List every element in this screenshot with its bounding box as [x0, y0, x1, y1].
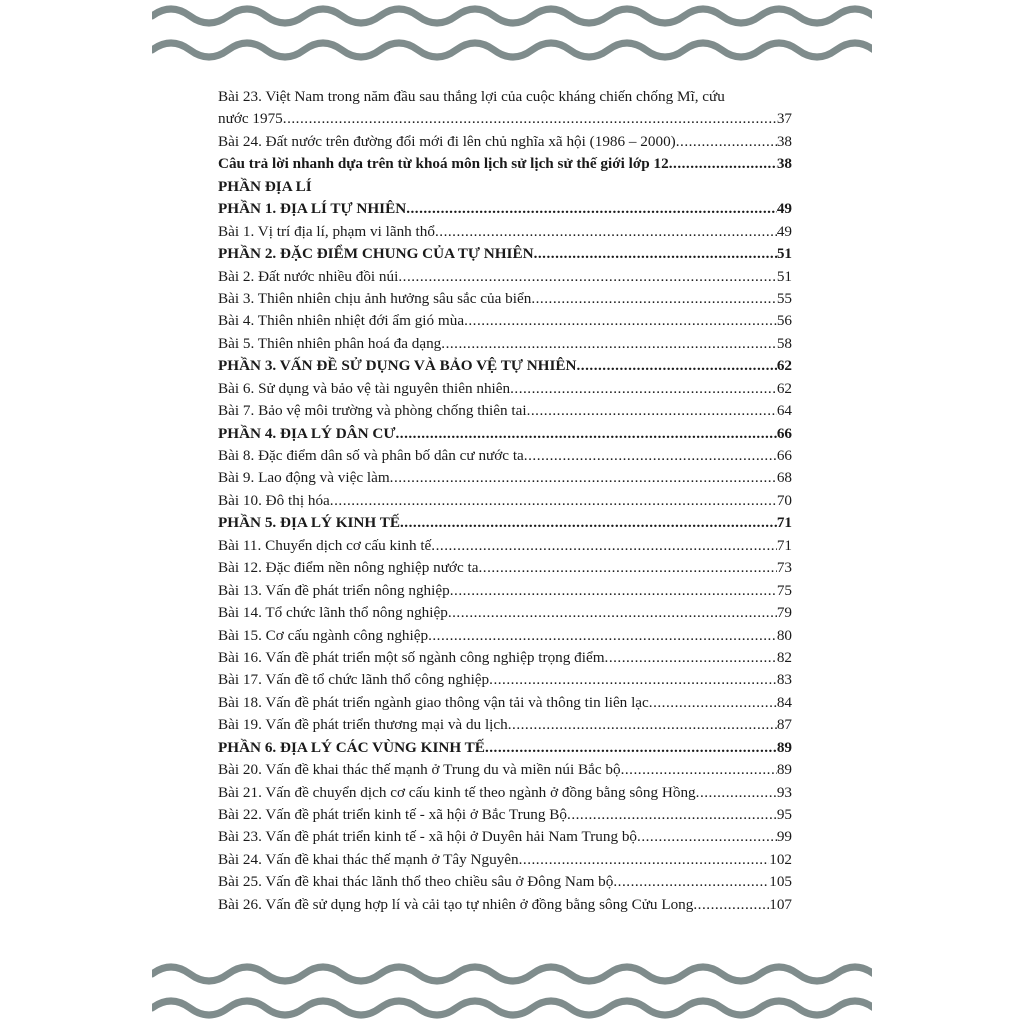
toc-entry[interactable] [218, 849, 792, 871]
toc-entry[interactable] [218, 871, 792, 893]
toc-entry[interactable] [218, 153, 792, 175]
toc-entry[interactable] [218, 467, 792, 489]
toc-entry[interactable] [218, 243, 792, 265]
toc-page-number: 71 [776, 514, 792, 532]
dot-leader [508, 714, 777, 736]
dot-leader [621, 759, 777, 781]
toc-entry-title: PHẦN 2. ĐẶC ĐIỂM CHUNG CỦA TỰ NHIÊN [218, 245, 534, 263]
toc-entry[interactable] [218, 333, 792, 355]
toc-entry[interactable] [218, 692, 792, 714]
toc-entry-title: Bài 22. Vấn đề phát triển kinh tế - xã hội ở Bắc Trung Bộ [218, 806, 568, 823]
toc-entry-title: Bài 14. Tổ chức lãnh thổ nông nghiệp [218, 604, 448, 622]
toc-entry-title: Bài 26. Vấn đề sử dụng hợp lí và cải tạo tự nhiên ở đồng bằng sông Cửu Long [218, 895, 694, 913]
dot-leader [478, 557, 776, 579]
toc-entry-first-line2[interactable] [218, 108, 792, 130]
table-of-contents [218, 86, 792, 916]
toc-page-number: 38 [776, 155, 792, 173]
toc-page-number: 89 [776, 738, 792, 756]
toc-entry[interactable] [218, 400, 792, 422]
toc-entry-title: Bài 23. Việt Nam trong năm đầu sau thắng lợi của cuộc kháng chiến chống Mĩ, cứu [218, 88, 725, 105]
toc-entry-title: Bài 2. Đất nước nhiều đồi núi [218, 267, 399, 285]
toc-entry-title: PHẦN 4. ĐỊA LÝ DÂN CƯ [218, 424, 396, 442]
toc-entry-title: Câu trả lời nhanh dựa trên từ khoá môn lịch sử lịch sử thế giới lớp 12 [218, 155, 669, 173]
dot-leader [577, 355, 777, 377]
toc-entry[interactable] [218, 625, 792, 647]
toc-entry-title: Bài 3. Thiên nhiên chịu ảnh hưởng sâu sắc của biển [218, 289, 532, 307]
toc-entry-title: Bài 9. Lao động và việc làm [218, 469, 390, 487]
toc-page-number: 83 [776, 671, 792, 689]
toc-entry[interactable] [218, 490, 792, 512]
toc-entry[interactable] [218, 445, 792, 467]
toc-entry-title: Bài 8. Đặc điểm dân số và phân bố dân cư nước ta [218, 447, 524, 464]
toc-entry-title: Bài 1. Vị trí địa lí, phạm vi lãnh thổ [218, 222, 435, 240]
toc-page-number: 80 [776, 626, 792, 644]
toc-page-number: 102 [769, 850, 792, 868]
toc-page-number: 51 [776, 245, 792, 263]
toc-entry[interactable] [218, 378, 792, 400]
toc-page-number: 49 [776, 200, 792, 218]
dot-leader [441, 333, 777, 355]
toc-entry[interactable] [218, 176, 792, 198]
dot-leader [649, 692, 777, 714]
toc-entry-title: Bài 20. Vấn đề khai thác thế mạnh ở Trung du và miền núi Bắc bộ [218, 761, 621, 779]
wave-line [152, 1001, 872, 1015]
wave-border-top [152, 0, 872, 70]
dot-leader [406, 198, 777, 220]
toc-page-number: 105 [769, 873, 792, 891]
toc-entry[interactable] [218, 894, 792, 916]
dot-leader [527, 400, 777, 422]
dot-leader [567, 804, 777, 826]
toc-entry[interactable] [218, 535, 792, 557]
dot-leader [605, 647, 777, 669]
toc-list [218, 131, 792, 916]
toc-entry[interactable] [218, 669, 792, 691]
toc-entry-title: Bài 17. Vấn đề tổ chức lãnh thổ công nghiệp [218, 671, 490, 689]
toc-entry-title: Bài 5. Thiên nhiên phân hoá đa dạng [218, 334, 442, 352]
toc-entry-title: Bài 11. Chuyển dịch cơ cấu kinh tế [218, 536, 432, 554]
toc-entry-title: PHẦN 3. VẤN ĐỀ SỬ DỤNG VÀ BẢO VỆ TỰ NHIÊN [218, 357, 577, 375]
toc-entry[interactable] [218, 602, 792, 624]
toc-entry[interactable] [218, 647, 792, 669]
toc-entry[interactable] [218, 580, 792, 602]
toc-entry-title: Bài 12. Đặc điểm nền nông nghiệp nước ta [218, 559, 479, 577]
dot-leader [489, 669, 777, 691]
toc-page-number: 84 [776, 693, 792, 711]
toc-entry[interactable] [218, 512, 792, 534]
toc-page-number: 51 [776, 267, 792, 285]
toc-entry[interactable] [218, 198, 792, 220]
toc-entry-title: PHẦN 5. ĐỊA LÝ KINH TẾ [218, 514, 400, 532]
dot-leader [669, 153, 777, 175]
toc-entry[interactable] [218, 310, 792, 332]
wave-line [152, 43, 872, 57]
dot-leader [435, 221, 777, 243]
wave-line [152, 9, 872, 23]
toc-page-number: 95 [776, 806, 792, 823]
dot-leader [524, 445, 777, 467]
toc-page-number: 58 [776, 334, 792, 352]
toc-entry[interactable] [218, 714, 792, 736]
toc-page-number: 87 [776, 716, 792, 734]
wave-line [152, 967, 872, 981]
toc-page-number: 68 [776, 469, 792, 487]
toc-entry-title: Bài 15. Cơ cấu ngành công nghiệp [218, 626, 429, 644]
toc-page-number: 66 [776, 447, 792, 464]
toc-entry[interactable] [218, 423, 792, 445]
toc-entry-title: Bài 23. Vấn đề phát triển kinh tế - xã hội ở Duyên hải Nam Trung bộ [218, 828, 638, 846]
toc-page-number: 62 [776, 379, 792, 397]
toc-entry-title: Bài 13. Vấn đề phát triển nông nghiệp [218, 581, 450, 599]
toc-entry-title: Bài 6. Sử dụng và bảo vệ tài nguyên thiên nhiên [218, 379, 511, 397]
toc-page-number: 99 [776, 828, 792, 846]
dot-leader [400, 512, 777, 534]
dot-leader [485, 737, 777, 759]
toc-entry-title: Bài 4. Thiên nhiên nhiệt đới ẩm gió mùa [218, 312, 465, 330]
toc-entry-title: Bài 10. Đô thị hóa [218, 491, 330, 509]
dot-leader [330, 490, 777, 512]
toc-entry-title: Bài 18. Vấn đề phát triển ngành giao thông vận tải và thông tin liên lạc [218, 693, 649, 711]
toc-page-number: 38 [776, 132, 792, 150]
dot-leader [696, 782, 777, 804]
toc-page-number: 73 [776, 559, 792, 577]
toc-entry-title: Bài 24. Đất nước trên đường đổi mới đi lên chủ nghĩa xã hội (1986 – 2000) [218, 132, 676, 150]
dot-leader [431, 535, 777, 557]
toc-entry-title: PHẦN 6. ĐỊA LÝ CÁC VÙNG KINH TẾ [218, 738, 485, 756]
dot-leader [390, 467, 777, 489]
toc-entry-title: Bài 21. Vấn đề chuyển dịch cơ cấu kinh tế theo ngành ở đồng bằng sông Hồng [218, 783, 696, 801]
toc-entry-title: PHẦN ĐỊA LÍ [218, 177, 312, 195]
dot-leader [398, 266, 776, 288]
toc-entry-first-line1[interactable] [218, 86, 792, 108]
toc-page-number: 79 [776, 604, 792, 622]
dot-leader [450, 580, 777, 602]
toc-page-number: 55 [776, 289, 792, 307]
toc-entry[interactable] [218, 355, 792, 377]
toc-entry[interactable] [218, 782, 792, 804]
toc-page-number: 70 [776, 491, 792, 509]
dot-leader [448, 602, 777, 624]
toc-entry[interactable] [218, 266, 792, 288]
toc-entry-title: PHẦN 1. ĐỊA LÍ TỰ NHIÊN [218, 200, 407, 218]
toc-entry[interactable] [218, 826, 792, 848]
toc-page-number: 71 [776, 536, 792, 554]
toc-entry-title: Bài 19. Vấn đề phát triển thương mại và du lịch [218, 716, 508, 734]
dot-leader [613, 871, 769, 893]
dot-leader [395, 423, 776, 445]
dot-leader [428, 625, 777, 647]
dot-leader [464, 310, 777, 332]
toc-entry-title: nước 1975 [218, 110, 283, 128]
toc-page-number: 75 [776, 581, 792, 599]
toc-page-number: 62 [776, 357, 792, 375]
wave-border-bottom [152, 954, 872, 1024]
dot-leader [283, 108, 777, 130]
toc-entry[interactable] [218, 288, 792, 310]
toc-page-number: 64 [776, 402, 792, 420]
dot-leader [676, 131, 777, 153]
toc-page-number: 56 [776, 312, 792, 330]
dot-leader [531, 288, 776, 310]
toc-page-number: 107 [769, 895, 792, 913]
toc-entry-title: Bài 7. Bảo vệ môi trường và phòng chống thiên tai [218, 402, 527, 420]
toc-entry[interactable] [218, 759, 792, 781]
dot-leader [519, 849, 770, 871]
toc-entry-title: Bài 24. Vấn đề khai thác thế mạnh ở Tây Nguyên [218, 850, 519, 868]
toc-entry-title: Bài 16. Vấn đề phát triển một số ngành công nghiệp trọng điểm [218, 648, 605, 666]
toc-entry[interactable] [218, 131, 792, 153]
dot-leader [534, 243, 777, 265]
toc-entry-title: Bài 25. Vấn đề khai thác lãnh thổ theo chiều sâu ở Đông Nam bộ [218, 873, 614, 891]
dot-leader [693, 894, 769, 916]
dot-leader [637, 826, 777, 848]
toc-page-number: 37 [776, 110, 792, 128]
toc-entry[interactable] [218, 804, 792, 826]
toc-page-number: 66 [776, 424, 792, 442]
toc-page-number: 93 [776, 783, 792, 801]
toc-entry[interactable] [218, 737, 792, 759]
toc-page-number: 89 [776, 761, 792, 779]
dot-leader [510, 378, 777, 400]
toc-page-number: 49 [776, 222, 792, 240]
toc-entry[interactable] [218, 557, 792, 579]
toc-entry[interactable] [218, 221, 792, 243]
toc-page-number: 82 [776, 648, 792, 666]
